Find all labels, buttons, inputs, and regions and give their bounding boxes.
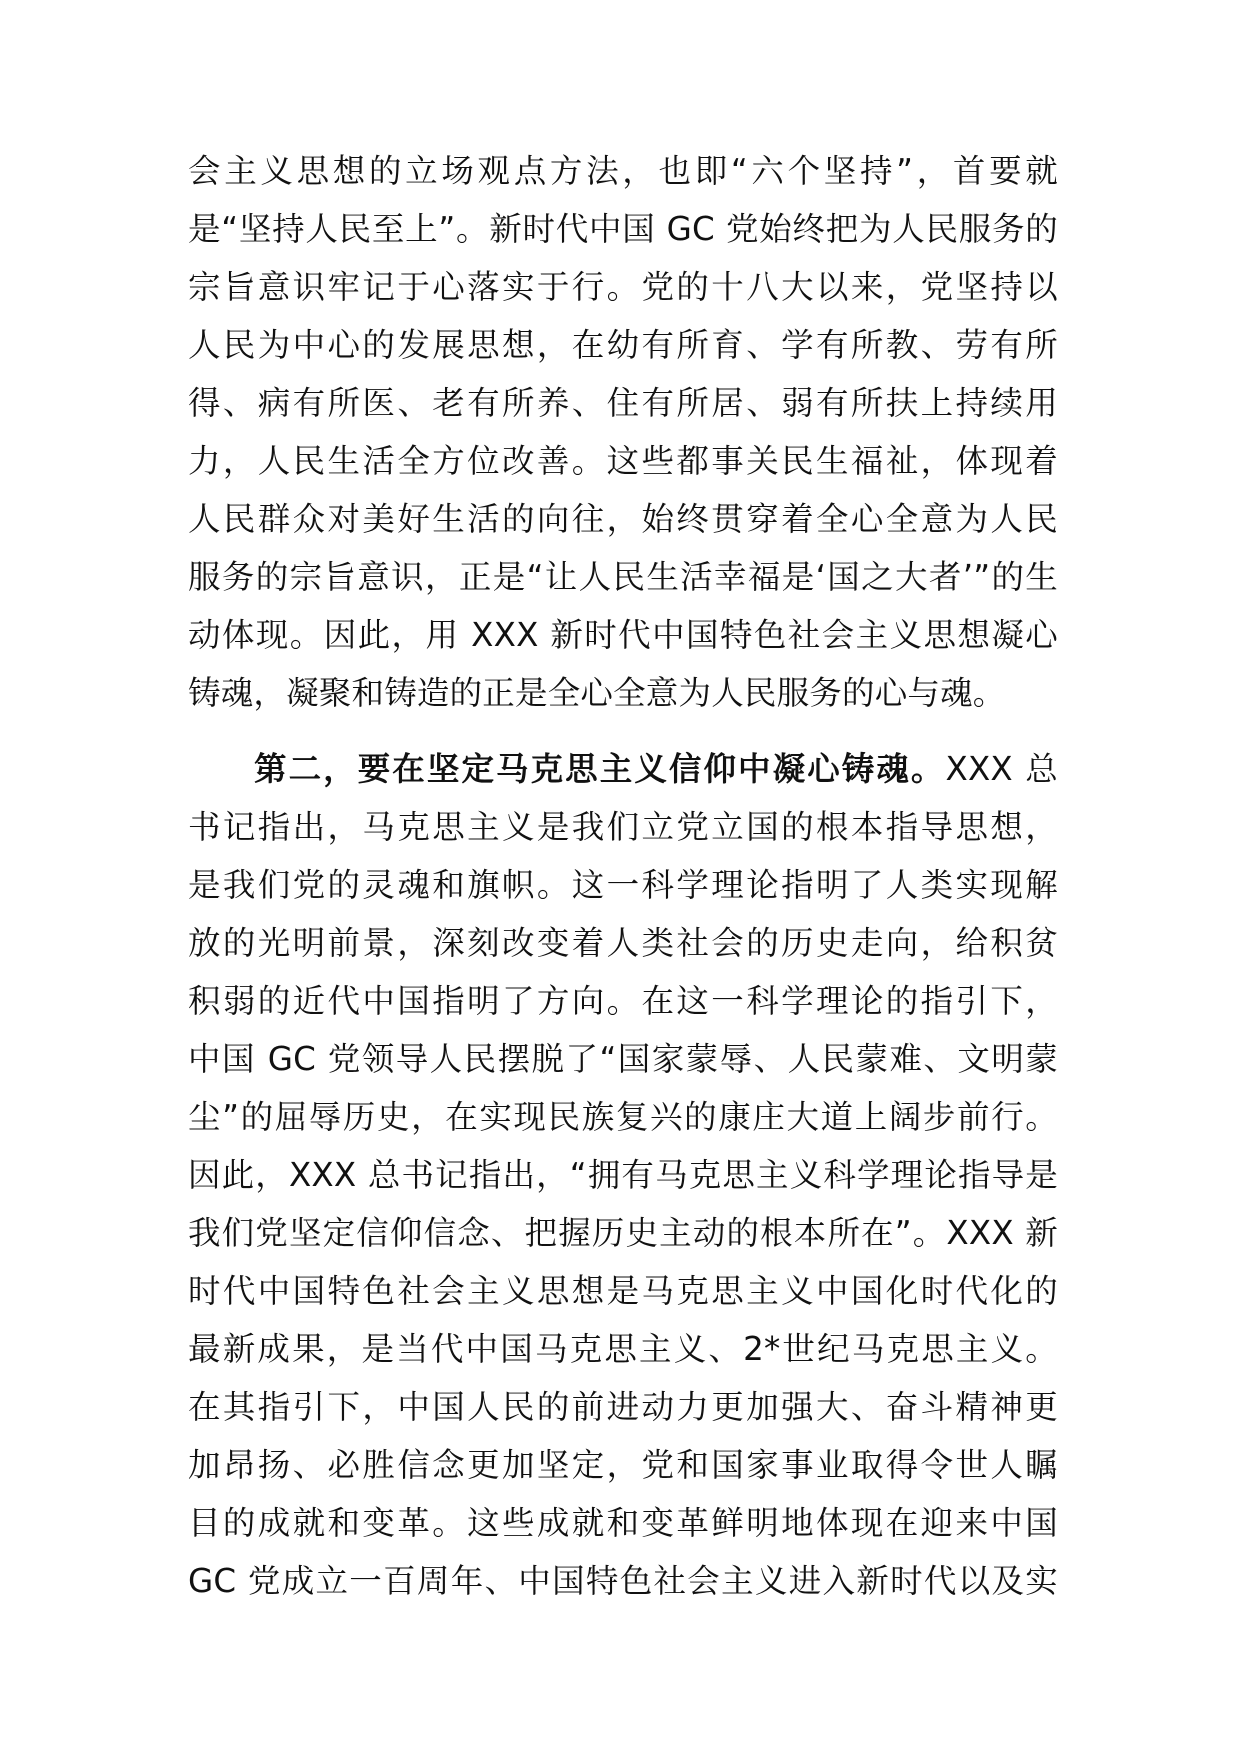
paragraph-line: 是我们党的灵魂和旗帜。这一科学理论指明了人类实现解 bbox=[188, 866, 1058, 904]
paragraph-line: 在其指引下，中国人民的前进动力更加强大、奋斗精神更 bbox=[188, 1388, 1058, 1426]
paragraph-line: 力，人民生活全方位改善。这些都事关民生福祉，体现着 bbox=[188, 442, 1058, 480]
paragraph-line: 人民为中心的发展思想，在幼有所育、学有所教、劳有所 bbox=[188, 326, 1058, 364]
section-heading: 第二，要在坚定马克思主义信仰中凝心铸魂。 bbox=[254, 750, 946, 788]
paragraph-line: 是“坚持人民至上”。新时代中国 GC 党始终把为人民服务的 bbox=[188, 210, 1058, 248]
paragraph-line: 宗旨意识牢记于心落实于行。党的十八大以来，党坚持以 bbox=[188, 268, 1058, 306]
paragraph-line: 会主义思想的立场观点方法，也即“六个坚持”，首要就 bbox=[188, 152, 1058, 190]
paragraph-line: 人民群众对美好生活的向往，始终贯穿着全心全意为人民 bbox=[188, 500, 1058, 538]
heading-trailing-text: XXX 总 bbox=[945, 750, 1058, 788]
paragraph-line: 得、病有所医、老有所养、住有所居、弱有所扶上持续用 bbox=[188, 384, 1058, 422]
paragraph-line: GC 党成立一百周年、中国特色社会主义进入新时代以及实 bbox=[188, 1562, 1058, 1600]
paragraph-1 bbox=[188, 142, 1058, 722]
paragraph-line: 中国 GC 党领导人民摆脱了“国家蒙辱、人民蒙难、文明蒙 bbox=[188, 1040, 1058, 1078]
paragraph-line: 服务的宗旨意识，正是“让人民生活幸福是‘国之大者’”的生 bbox=[188, 558, 1058, 596]
paragraph-2 bbox=[188, 740, 1058, 1610]
paragraph-line: 放的光明前景，深刻改变着人类社会的历史走向，给积贫 bbox=[188, 924, 1058, 962]
paragraph-line: 加昂扬、必胜信念更加坚定，党和国家事业取得令世人瞩 bbox=[188, 1446, 1058, 1484]
paragraph-first-line bbox=[188, 740, 1058, 798]
paragraph-line: 尘”的屈辱历史，在实现民族复兴的康庄大道上阔步前行。 bbox=[188, 1098, 1058, 1136]
paragraph-line: 时代中国特色社会主义思想是马克思主义中国化时代化的 bbox=[188, 1272, 1058, 1310]
paragraph-line: 积弱的近代中国指明了方向。在这一科学理论的指引下， bbox=[188, 982, 1058, 1020]
paragraph-line: 铸魂，凝聚和铸造的正是全心全意为人民服务的心与魂。 bbox=[188, 674, 1006, 712]
paragraph-line: 最新成果，是当代中国马克思主义、2*世纪马克思主义。 bbox=[188, 1330, 1058, 1368]
paragraph-line: 动体现。因此，用 XXX 新时代中国特色社会主义思想凝心 bbox=[188, 616, 1058, 654]
paragraph-line: 书记指出，马克思主义是我们立党立国的根本指导思想， bbox=[188, 808, 1058, 846]
paragraph-line: 因此，XXX 总书记指出，“拥有马克思主义科学理论指导是 bbox=[188, 1156, 1058, 1194]
paragraph-line: 目的成就和变革。这些成就和变革鲜明地体现在迎来中国 bbox=[188, 1504, 1058, 1542]
paragraph-line: 我们党坚定信仰信念、把握历史主动的根本所在”。XXX 新 bbox=[188, 1214, 1058, 1252]
